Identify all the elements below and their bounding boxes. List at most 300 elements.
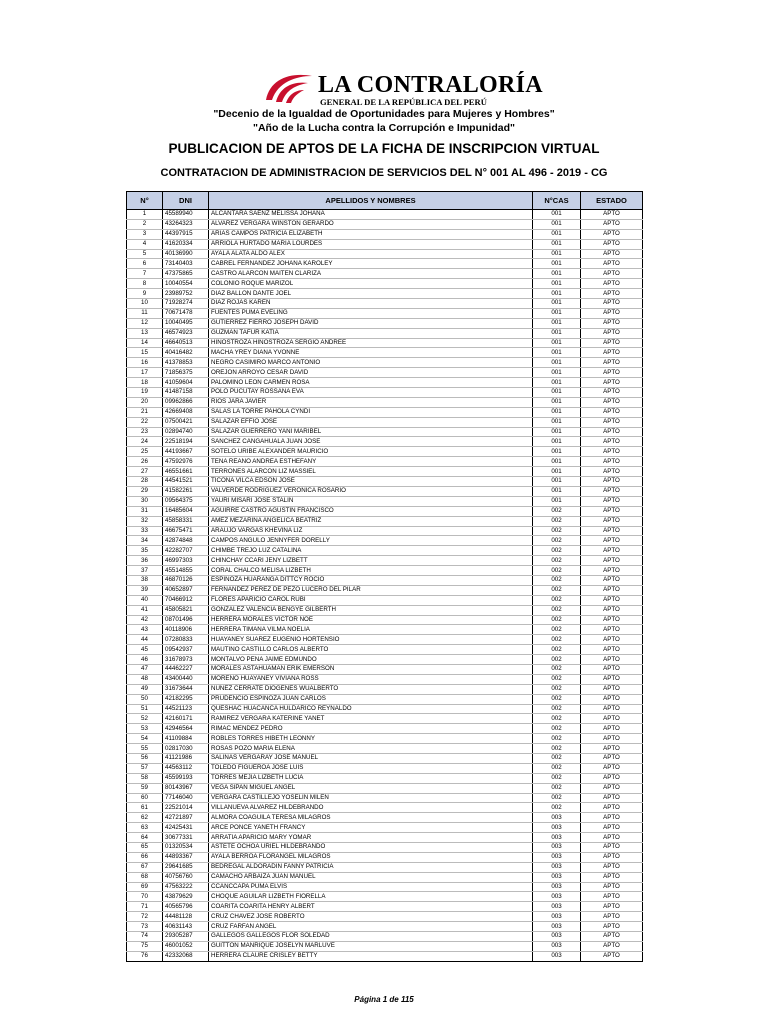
row-dni: 46675471: [163, 526, 209, 536]
row-dni: 42425431: [163, 823, 209, 833]
row-number: 61: [127, 803, 163, 813]
row-cas: 003: [533, 843, 581, 853]
row-cas: 002: [533, 753, 581, 763]
row-dni: 70466912: [163, 595, 209, 605]
row-cas: 002: [533, 655, 581, 665]
row-full-name: VERGARA CASTILLEJO YOSELIN MILEN: [209, 793, 533, 803]
row-status: APTO: [581, 467, 643, 477]
row-number: 9: [127, 289, 163, 299]
row-status: APTO: [581, 635, 643, 645]
table-row: [127, 753, 643, 763]
table-row: [127, 645, 643, 655]
row-dni: 44541521: [163, 477, 209, 487]
row-number: 8: [127, 279, 163, 289]
decade-quote: "Decenio de la Igualdad de Oportunidades para Mujeres y Hombres": [213, 108, 555, 120]
row-status: APTO: [581, 872, 643, 882]
row-status: APTO: [581, 219, 643, 229]
table-row: [127, 536, 643, 546]
row-full-name: ARCE PONCE YANETH FRANCY: [209, 823, 533, 833]
row-cas: 002: [533, 704, 581, 714]
row-number: 46: [127, 655, 163, 665]
table-row: [127, 912, 643, 922]
row-full-name: CHINCHAY CCARI JENY LIZBETT: [209, 556, 533, 566]
row-number: 66: [127, 852, 163, 862]
row-status: APTO: [581, 803, 643, 813]
row-cas: 001: [533, 348, 581, 358]
row-dni: 40416482: [163, 348, 209, 358]
row-status: APTO: [581, 279, 643, 289]
table-row: [127, 575, 643, 585]
table-row: [127, 951, 643, 961]
row-dni: 10040495: [163, 318, 209, 328]
row-dni: 29641685: [163, 862, 209, 872]
row-status: APTO: [581, 417, 643, 427]
row-dni: 46001052: [163, 941, 209, 951]
row-number: 37: [127, 566, 163, 576]
row-cas: 001: [533, 328, 581, 338]
row-number: 6: [127, 259, 163, 269]
row-number: 18: [127, 378, 163, 388]
row-full-name: TORRES MEJIA LIZBETH LUCIA: [209, 773, 533, 783]
row-dni: 45589940: [163, 210, 209, 220]
row-dni: 46870126: [163, 575, 209, 585]
table-row: [127, 388, 643, 398]
row-dni: 41487158: [163, 388, 209, 398]
row-full-name: ALVAREZ VERGARA WINSTON GERARDO: [209, 219, 533, 229]
table-row: [127, 655, 643, 665]
row-full-name: SOTELO URIBE ALEXANDER MAURICIO: [209, 447, 533, 457]
row-full-name: OREJON ARROYO CESAR DAVID: [209, 368, 533, 378]
row-full-name: GUITTON MANRIQUE JOSELYN MARLUVE: [209, 941, 533, 951]
row-number: 27: [127, 467, 163, 477]
row-cas: 002: [533, 694, 581, 704]
page-number: Página 1 de 115: [354, 995, 414, 1004]
row-status: APTO: [581, 783, 643, 793]
row-dni: 16485604: [163, 506, 209, 516]
row-dni: 71928274: [163, 299, 209, 309]
table-row: [127, 922, 643, 932]
row-number: 48: [127, 674, 163, 684]
row-full-name: TENA REANO ANDREA ESTHEFANY: [209, 457, 533, 467]
row-number: 17: [127, 368, 163, 378]
row-number: 71: [127, 902, 163, 912]
row-full-name: AYALA BERROA FLORANGEL MILAGROS: [209, 852, 533, 862]
row-cas: 002: [533, 605, 581, 615]
row-number: 22: [127, 417, 163, 427]
row-status: APTO: [581, 664, 643, 674]
table-row: [127, 318, 643, 328]
row-dni: 42946564: [163, 724, 209, 734]
header-cas: N°CAS: [533, 192, 581, 210]
table-row: [127, 763, 643, 773]
row-full-name: BEDREGAL ALDORADIN FANNY PATRICIA: [209, 862, 533, 872]
table-row: [127, 397, 643, 407]
row-number: 5: [127, 249, 163, 259]
table-row: [127, 407, 643, 417]
row-number: 33: [127, 526, 163, 536]
row-full-name: ARIAS CAMPOS PATRICIA ELIZABETH: [209, 229, 533, 239]
table-row: [127, 694, 643, 704]
row-cas: 001: [533, 210, 581, 220]
row-full-name: HUAYANEY SUAREZ EUGENIO HORTENSIO: [209, 635, 533, 645]
table-row: [127, 378, 643, 388]
row-full-name: AGUIRRE CASTRO AGUSTIN FRANCISCO: [209, 506, 533, 516]
row-number: 59: [127, 783, 163, 793]
row-full-name: CASTRO ALARCON MAITEN CLARIZA: [209, 269, 533, 279]
row-dni: 10040554: [163, 279, 209, 289]
row-full-name: HERRERA MORALES VICTOR NOE: [209, 615, 533, 625]
row-number: 25: [127, 447, 163, 457]
row-number: 7: [127, 269, 163, 279]
row-status: APTO: [581, 902, 643, 912]
row-status: APTO: [581, 378, 643, 388]
row-dni: 40631143: [163, 922, 209, 932]
row-status: APTO: [581, 229, 643, 239]
row-status: APTO: [581, 259, 643, 269]
row-status: APTO: [581, 348, 643, 358]
row-dni: 42332068: [163, 951, 209, 961]
table-row: [127, 941, 643, 951]
row-number: 36: [127, 556, 163, 566]
row-number: 13: [127, 328, 163, 338]
row-full-name: SALINAS VERGARAY JOSE MANUEL: [209, 753, 533, 763]
row-cas: 003: [533, 892, 581, 902]
table-row: [127, 605, 643, 615]
row-full-name: DIAZ BALLON DANTE JOEL: [209, 289, 533, 299]
row-status: APTO: [581, 655, 643, 665]
row-full-name: ESPINOZA HUARANGA DITTCY ROCIO: [209, 575, 533, 585]
table-row: [127, 427, 643, 437]
row-dni: 80143967: [163, 783, 209, 793]
row-number: 47: [127, 664, 163, 674]
row-status: APTO: [581, 763, 643, 773]
row-status: APTO: [581, 585, 643, 595]
row-status: APTO: [581, 249, 643, 259]
row-status: APTO: [581, 299, 643, 309]
row-cas: 002: [533, 674, 581, 684]
row-status: APTO: [581, 447, 643, 457]
row-cas: 002: [533, 803, 581, 813]
row-cas: 002: [533, 516, 581, 526]
row-number: 30: [127, 496, 163, 506]
row-dni: 41059604: [163, 378, 209, 388]
row-cas: 002: [533, 625, 581, 635]
row-number: 26: [127, 457, 163, 467]
row-full-name: SALAS LA TORRE PAHOLA CYNDI: [209, 407, 533, 417]
row-dni: 30677331: [163, 833, 209, 843]
row-cas: 002: [533, 664, 581, 674]
row-dni: 45599193: [163, 773, 209, 783]
row-status: APTO: [581, 704, 643, 714]
row-dni: 73140403: [163, 259, 209, 269]
table-row: [127, 457, 643, 467]
table-row: [127, 496, 643, 506]
row-cas: 001: [533, 259, 581, 269]
row-status: APTO: [581, 674, 643, 684]
row-full-name: GONZALEZ VALENCIA BENGYE GILBERTH: [209, 605, 533, 615]
table-row: [127, 714, 643, 724]
row-number: 72: [127, 912, 163, 922]
row-status: APTO: [581, 843, 643, 853]
row-cas: 002: [533, 734, 581, 744]
row-cas: 002: [533, 566, 581, 576]
row-number: 51: [127, 704, 163, 714]
row-cas: 003: [533, 941, 581, 951]
row-cas: 001: [533, 378, 581, 388]
row-full-name: GUTIERREZ FIERRO JOSEPH DAVID: [209, 318, 533, 328]
row-dni: 42182295: [163, 694, 209, 704]
row-number: 54: [127, 734, 163, 744]
row-cas: 001: [533, 467, 581, 477]
row-status: APTO: [581, 684, 643, 694]
row-full-name: GALLEGOS GALLEGOS FLOR SOLEDAD: [209, 932, 533, 942]
row-status: APTO: [581, 625, 643, 635]
table-row: [127, 269, 643, 279]
row-status: APTO: [581, 457, 643, 467]
row-cas: 001: [533, 219, 581, 229]
row-cas: 001: [533, 229, 581, 239]
row-full-name: NEGRO CASIMIRO MARCO ANTONIO: [209, 358, 533, 368]
table-row: [127, 229, 643, 239]
table-row: [127, 447, 643, 457]
table-row: [127, 803, 643, 813]
row-number: 38: [127, 575, 163, 585]
table-row: [127, 308, 643, 318]
row-number: 28: [127, 477, 163, 487]
row-number: 39: [127, 585, 163, 595]
row-cas: 001: [533, 417, 581, 427]
row-cas: 003: [533, 833, 581, 843]
row-full-name: CHIMBE TREJO LUZ CATALINA: [209, 546, 533, 556]
row-dni: 08701496: [163, 615, 209, 625]
row-status: APTO: [581, 744, 643, 754]
row-full-name: CABREL FERNANDEZ JOHANA KAROLEY: [209, 259, 533, 269]
row-status: APTO: [581, 912, 643, 922]
row-cas: 002: [533, 773, 581, 783]
row-number: 42: [127, 615, 163, 625]
row-status: APTO: [581, 852, 643, 862]
row-status: APTO: [581, 328, 643, 338]
row-status: APTO: [581, 714, 643, 724]
row-number: 1: [127, 210, 163, 220]
row-full-name: AYALA ALATA ALDO ALEX: [209, 249, 533, 259]
row-dni: 46574923: [163, 328, 209, 338]
row-dni: 44481128: [163, 912, 209, 922]
row-dni: 42721897: [163, 813, 209, 823]
row-number: 14: [127, 338, 163, 348]
row-full-name: MACHA YREY DIANA YVONNE: [209, 348, 533, 358]
table-row: [127, 210, 643, 220]
row-cas: 002: [533, 635, 581, 645]
row-status: APTO: [581, 318, 643, 328]
page-title: PUBLICACION DE APTOS DE LA FICHA DE INSCRIPCION VIRTUAL: [168, 141, 600, 156]
row-status: APTO: [581, 724, 643, 734]
row-dni: 09564375: [163, 496, 209, 506]
row-full-name: ASTETE OCHOA URIEL HILDEBRANDO: [209, 843, 533, 853]
row-dni: 43400440: [163, 674, 209, 684]
row-dni: 44193667: [163, 447, 209, 457]
row-cas: 002: [533, 546, 581, 556]
row-dni: 41109884: [163, 734, 209, 744]
row-dni: 47375865: [163, 269, 209, 279]
row-dni: 09962866: [163, 397, 209, 407]
row-cas: 001: [533, 407, 581, 417]
row-full-name: POLO PUCUTAY ROSSANA EVA: [209, 388, 533, 398]
row-dni: 45514855: [163, 566, 209, 576]
row-status: APTO: [581, 506, 643, 516]
table-row: [127, 635, 643, 645]
row-full-name: CAMACHO ARBAIZA JUAN MANUEL: [209, 872, 533, 882]
row-cas: 002: [533, 744, 581, 754]
row-full-name: CCANCCAPA PUMA ELVIS: [209, 882, 533, 892]
header-number: N°: [127, 192, 163, 210]
row-status: APTO: [581, 427, 643, 437]
row-dni: 71856375: [163, 368, 209, 378]
row-number: 15: [127, 348, 163, 358]
table-row: [127, 813, 643, 823]
row-dni: 40565796: [163, 902, 209, 912]
table-row: [127, 684, 643, 694]
row-status: APTO: [581, 358, 643, 368]
row-status: APTO: [581, 536, 643, 546]
row-cas: 001: [533, 358, 581, 368]
row-number: 64: [127, 833, 163, 843]
row-full-name: RAMIREZ VERGARA KATERINE YANET: [209, 714, 533, 724]
header-names: APELLIDOS Y NOMBRES: [209, 192, 533, 210]
row-full-name: PALOMINO LEON CARMEN ROSA: [209, 378, 533, 388]
table-row: [127, 625, 643, 635]
row-status: APTO: [581, 793, 643, 803]
table-row: [127, 239, 643, 249]
table-row: [127, 704, 643, 714]
row-cas: 001: [533, 477, 581, 487]
row-full-name: COLONIO ROQUE MARIZOL: [209, 279, 533, 289]
row-full-name: CORAL CHALCO MELISA LIZBETH: [209, 566, 533, 576]
row-number: 62: [127, 813, 163, 823]
row-cas: 002: [533, 724, 581, 734]
row-full-name: AMEZ MEZARINA ANGELICA BEATRIZ: [209, 516, 533, 526]
row-number: 10: [127, 299, 163, 309]
row-dni: 70671478: [163, 308, 209, 318]
table-row: [127, 477, 643, 487]
row-number: 32: [127, 516, 163, 526]
row-number: 68: [127, 872, 163, 882]
row-cas: 001: [533, 308, 581, 318]
table-row: [127, 833, 643, 843]
row-full-name: ARRATIA APARICIO MARY YOMAR: [209, 833, 533, 843]
row-cas: 003: [533, 852, 581, 862]
row-cas: 002: [533, 793, 581, 803]
row-full-name: GUZMAN TAFUR KATIA: [209, 328, 533, 338]
row-status: APTO: [581, 516, 643, 526]
row-cas: 002: [533, 615, 581, 625]
row-full-name: CHOQUE AGUILAR LIZBETH FIORELLA: [209, 892, 533, 902]
row-number: 43: [127, 625, 163, 635]
table-row: [127, 744, 643, 754]
row-status: APTO: [581, 407, 643, 417]
table-header-row: [127, 192, 643, 210]
row-status: APTO: [581, 922, 643, 932]
row-status: APTO: [581, 951, 643, 961]
row-number: 49: [127, 684, 163, 694]
row-dni: 40118906: [163, 625, 209, 635]
table-row: [127, 734, 643, 744]
row-status: APTO: [581, 753, 643, 763]
row-cas: 003: [533, 872, 581, 882]
row-status: APTO: [581, 862, 643, 872]
row-full-name: HERRERA CLAURE CRISLEY BETTY: [209, 951, 533, 961]
row-full-name: FERNANDEZ PEREZ DE PEZO LUCERO DEL PILAR: [209, 585, 533, 595]
row-full-name: CRUZ FARFAN ANGEL: [209, 922, 533, 932]
row-cas: 003: [533, 912, 581, 922]
table-row: [127, 289, 643, 299]
table-row: [127, 279, 643, 289]
row-cas: 002: [533, 714, 581, 724]
row-status: APTO: [581, 595, 643, 605]
row-number: 55: [127, 744, 163, 754]
row-status: APTO: [581, 210, 643, 220]
row-dni: 07280833: [163, 635, 209, 645]
row-dni: 44563112: [163, 763, 209, 773]
row-status: APTO: [581, 239, 643, 249]
table-row: [127, 566, 643, 576]
row-dni: 02817030: [163, 744, 209, 754]
row-number: 40: [127, 595, 163, 605]
row-number: 56: [127, 753, 163, 763]
row-status: APTO: [581, 437, 643, 447]
table-row: [127, 773, 643, 783]
row-number: 70: [127, 892, 163, 902]
row-status: APTO: [581, 605, 643, 615]
table-row: [127, 823, 643, 833]
row-dni: 47592976: [163, 457, 209, 467]
row-dni: 43879629: [163, 892, 209, 902]
row-cas: 001: [533, 388, 581, 398]
row-number: 67: [127, 862, 163, 872]
row-cas: 002: [533, 783, 581, 793]
row-status: APTO: [581, 388, 643, 398]
row-dni: 46640513: [163, 338, 209, 348]
row-status: APTO: [581, 694, 643, 704]
table-row: [127, 892, 643, 902]
row-dni: 44397915: [163, 229, 209, 239]
row-full-name: CRUZ CHAVEZ JOSE ROBERTO: [209, 912, 533, 922]
row-status: APTO: [581, 773, 643, 783]
logo-title: LA CONTRALORÍA: [318, 72, 543, 98]
row-full-name: RIOS JARA JAVIER: [209, 397, 533, 407]
row-number: 16: [127, 358, 163, 368]
contraloria-emblem-icon: [262, 70, 314, 108]
row-status: APTO: [581, 882, 643, 892]
row-number: 76: [127, 951, 163, 961]
row-full-name: TERRONES ALARCON LIZ MASSIEL: [209, 467, 533, 477]
row-full-name: MORALES ASTAHUAMAN ERIK EMERSON: [209, 664, 533, 674]
table-row: [127, 328, 643, 338]
row-cas: 002: [533, 585, 581, 595]
row-cas: 003: [533, 823, 581, 833]
row-dni: 46997303: [163, 556, 209, 566]
row-status: APTO: [581, 575, 643, 585]
row-cas: 002: [533, 595, 581, 605]
row-number: 29: [127, 486, 163, 496]
row-dni: 22518194: [163, 437, 209, 447]
row-dni: 42874848: [163, 536, 209, 546]
table-body: [127, 210, 643, 962]
row-number: 75: [127, 941, 163, 951]
row-dni: 07500421: [163, 417, 209, 427]
row-number: 11: [127, 308, 163, 318]
row-dni: 77146040: [163, 793, 209, 803]
